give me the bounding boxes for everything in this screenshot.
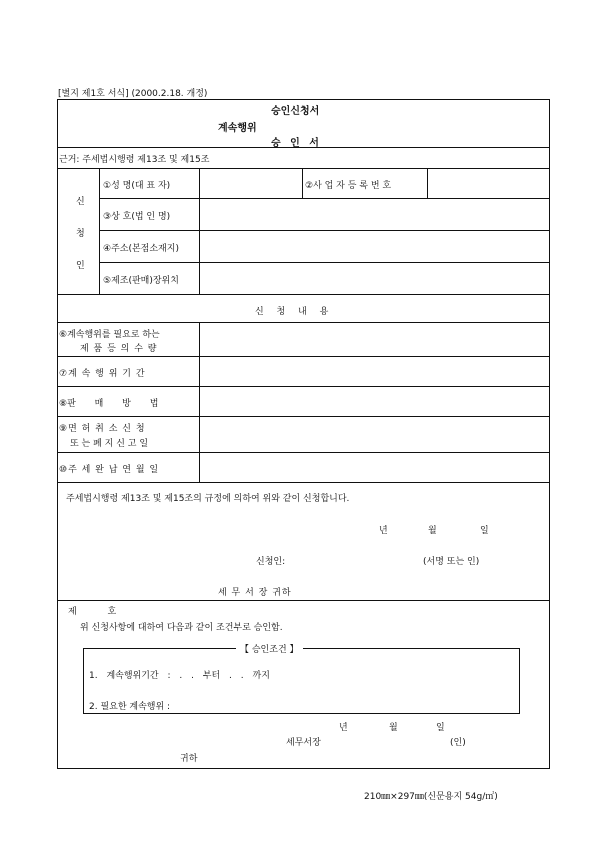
rule <box>199 322 200 482</box>
rule <box>99 198 550 199</box>
form-reference: [별지 제1호 서식] (2000.2.18. 개정) <box>58 89 208 99</box>
approval-intro: 위 신청사항에 대하여 다음과 같이 조건부로 승인함. <box>80 623 283 633</box>
approval-office: 세무서장 <box>286 738 321 748</box>
approval-year: 년 <box>339 723 348 733</box>
condition-1: 1. 계속행위기간 : . . 부터 . . 까지 <box>89 671 270 681</box>
factory-location-label: ⑤제조(판매)장위치 <box>103 276 179 286</box>
address-label: ④주소(본점소재지) <box>103 244 179 254</box>
row9-label-line2: 또 는 폐 지 신 고 일 <box>70 439 149 449</box>
applicant-label-1: 신 <box>76 197 85 207</box>
paper-spec: 210㎜×297㎜(신문용지 54g/㎡) <box>364 792 498 802</box>
rule <box>302 168 303 198</box>
title-left: 계속행위 <box>218 123 257 134</box>
date-day: 일 <box>480 526 489 536</box>
rule <box>57 600 550 601</box>
row10-label: ⑩주 세 완 납 연 월 일 <box>59 465 160 475</box>
name-label: ①성 명(대 표 자) <box>103 181 171 191</box>
addressee: 세 무 서 장 귀하 <box>218 588 292 598</box>
signature-seal-label: (서명 또는 인) <box>423 557 480 567</box>
approval-number-label: 제 호 <box>68 607 117 617</box>
approval-to: 귀하 <box>180 754 198 764</box>
rule <box>57 386 550 387</box>
applicant-label-3: 인 <box>76 261 85 271</box>
content-header: 신 청 내 용 <box>255 307 329 317</box>
rule <box>199 168 200 294</box>
approval-seal: (인) <box>450 738 466 748</box>
rule <box>99 230 550 231</box>
legal-basis: 근거: 주세법시행령 제13조 및 제15조 <box>59 155 210 165</box>
approval-day: 일 <box>436 723 445 733</box>
rule <box>57 294 550 295</box>
applicant-sign-label: 신청인: <box>256 557 286 567</box>
row9-label-line1: ⑨면 허 취 소 신 청 <box>59 424 146 434</box>
approval-month: 월 <box>389 723 398 733</box>
rule <box>427 168 428 198</box>
row7-label: ⑦계 속 행 위 기 간 <box>59 369 146 379</box>
applicant-label-2: 청 <box>76 229 85 239</box>
business-number-label: ②사 업 자 등 록 번 호 <box>305 181 392 191</box>
row8-label: ⑧판 매 방 법 <box>59 399 159 409</box>
declaration-text: 주세법시행령 제13조 및 제15조의 규정에 의하여 위와 같이 신청합니다. <box>66 494 350 504</box>
rule <box>57 416 550 417</box>
rule <box>57 322 550 323</box>
title-line1: 승인신청서 <box>271 106 320 117</box>
rule <box>57 147 550 148</box>
condition-2: 2. 필요한 계속행위 : <box>89 702 171 712</box>
rule <box>57 356 550 357</box>
date-month: 월 <box>428 526 437 536</box>
date-year: 년 <box>379 526 388 536</box>
row6-label-line2: 제 품 등 의 수 량 <box>80 344 158 354</box>
title-line2: 승 인 서 <box>271 138 322 149</box>
rule <box>57 482 550 483</box>
row6-label-line1: ⑥계속행위를 필요로 하는 <box>59 330 160 340</box>
rule <box>57 452 550 453</box>
rule <box>99 168 100 294</box>
rule <box>99 262 550 263</box>
rule <box>57 168 550 169</box>
conditions-title: 【 승인조건 】 <box>236 642 303 655</box>
trade-name-label: ③상 호(법 인 명) <box>103 212 171 222</box>
